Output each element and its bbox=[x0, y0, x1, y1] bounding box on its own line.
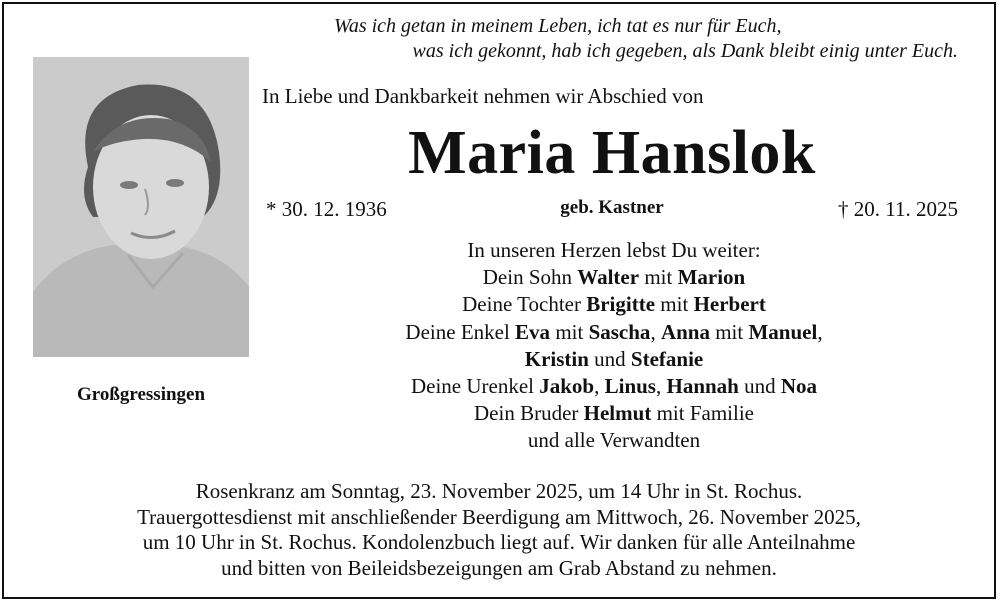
mourner-relatives: und alle Verwandten bbox=[527, 428, 701, 453]
daughter-name: Brigitte bbox=[586, 292, 656, 317]
service-details bbox=[24, 479, 974, 582]
birth-date: * 30. 12. 1936 bbox=[266, 197, 387, 221]
maiden-name: geb. Kastner bbox=[560, 197, 664, 218]
mourner-son: Dein Sohn Walter mit Marion bbox=[482, 265, 746, 290]
deceased-name: Maria Hanslok bbox=[408, 119, 816, 187]
mourner-brother: Dein Bruder Helmut mit Familie bbox=[474, 401, 754, 426]
portrait-photo bbox=[33, 57, 249, 357]
son-name: Walter bbox=[577, 265, 640, 290]
life-dates bbox=[262, 197, 962, 225]
obituary-notice bbox=[2, 2, 996, 599]
memorial-verse bbox=[304, 14, 964, 64]
mourners-list bbox=[304, 237, 924, 455]
mourner-daughter: Deine Tochter Brigitte mit Herbert bbox=[462, 292, 766, 317]
brother-name: Helmut bbox=[583, 401, 652, 426]
son-partner: Marion bbox=[677, 265, 746, 290]
verse-line-1: Was ich getan in meinem Leben, ich tat es nur für Euch, bbox=[334, 15, 782, 37]
daughter-partner: Herbert bbox=[693, 292, 766, 317]
death-date: † 20. 11. 2025 bbox=[838, 197, 958, 221]
farewell-intro: In Liebe und Dankbarkeit nehmen wir Abschied von bbox=[262, 84, 704, 108]
service-line-4: und bitten von Beileidsbezeigungen am Grab Abstand zu nehmen. bbox=[221, 556, 777, 581]
service-line-3: um 10 Uhr in St. Rochus. Kondolenzbuch liegt auf. Wir danken für alle Anteilnahme bbox=[142, 530, 856, 555]
portrait-image bbox=[33, 57, 249, 357]
verse-line-2: was ich gekonnt, hab ich gegeben, als Dank bleibt einig unter Euch. bbox=[412, 40, 958, 62]
service-line-2: Trauergottesdienst mit anschließender Beerdigung am Mittwoch, 26. November 2025, bbox=[137, 504, 861, 529]
place-of-residence: Großgressingen bbox=[76, 384, 206, 405]
mourners-heading: In unseren Herzen lebst Du weiter: bbox=[467, 238, 761, 262]
service-line-1: Rosenkranz am Sonntag, 23. November 2025, um 14 Uhr in St. Rochus. bbox=[195, 479, 803, 503]
mourner-grandchildren: Deine Enkel Eva mit Sascha, Anna mit Manuel, bbox=[405, 319, 823, 344]
mourner-great-grandchildren: Deine Urenkel Jakob, Linus, Hannah und Noa bbox=[410, 374, 818, 399]
mourner-grandchildren-cont: Kristin und Stefanie bbox=[524, 346, 704, 371]
